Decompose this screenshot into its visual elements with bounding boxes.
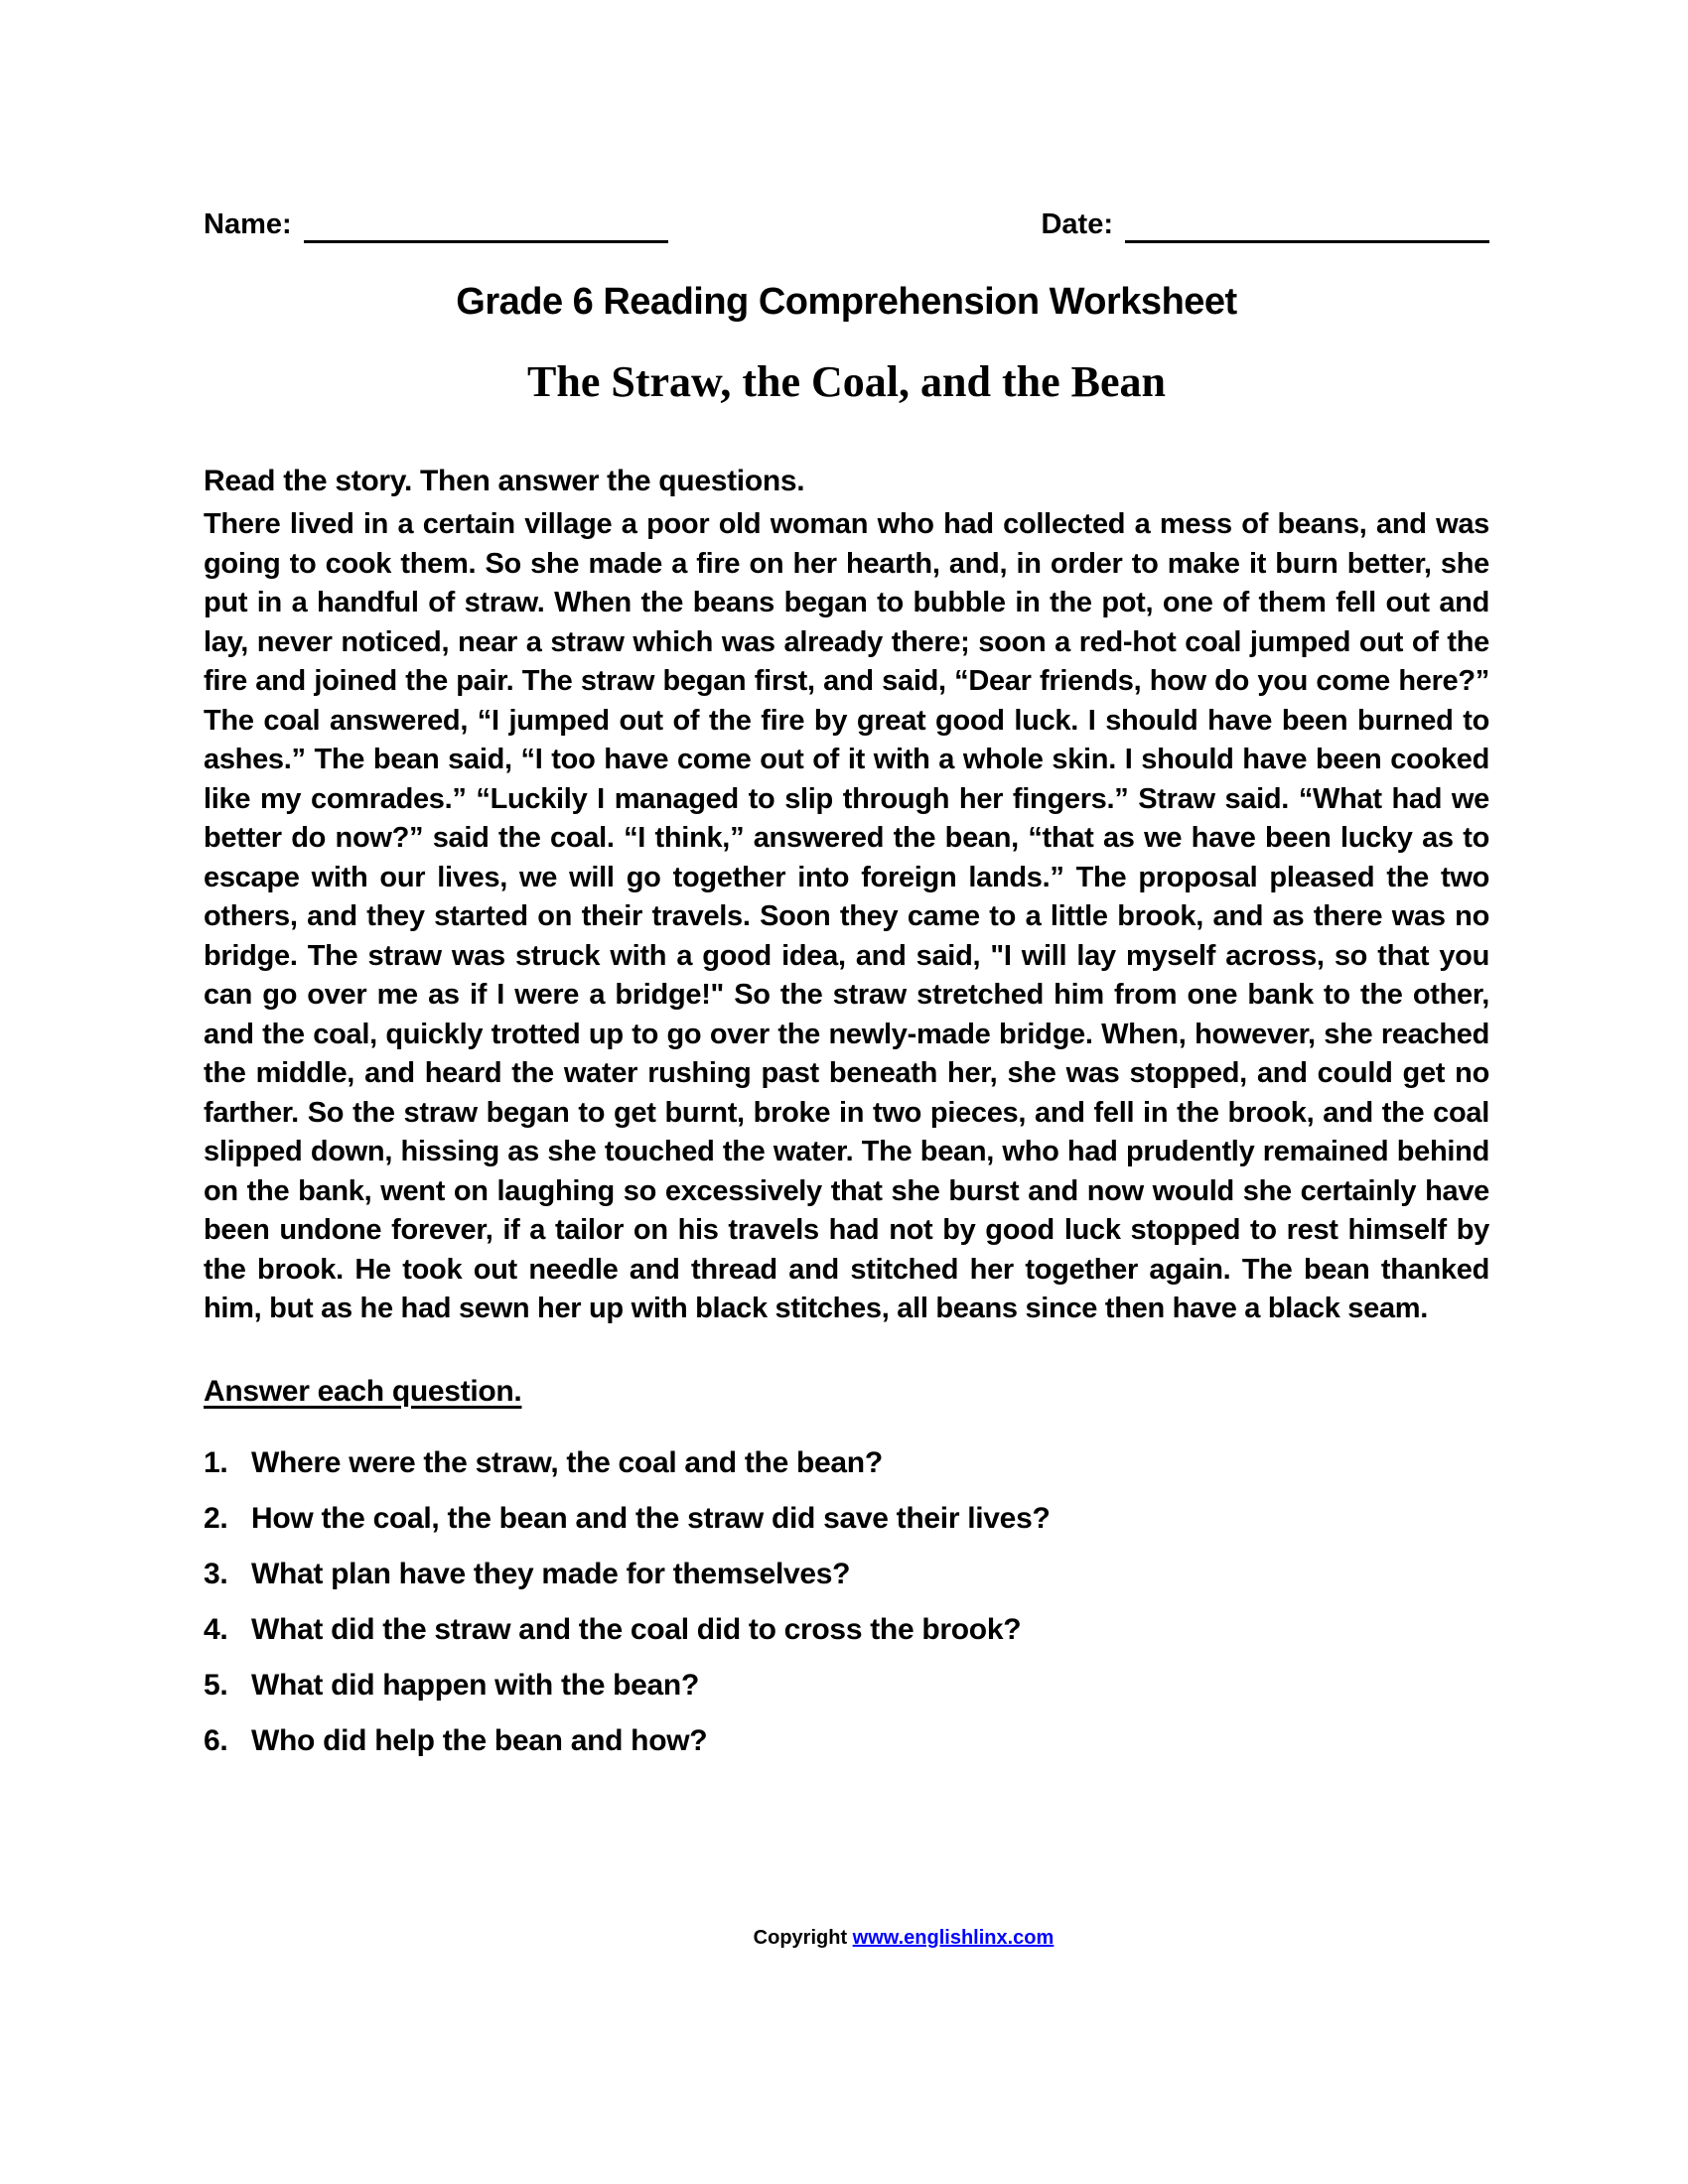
question-list [204,1445,1489,1757]
name-blank-line [304,206,668,243]
date-field [1041,206,1489,243]
question-item-4 [204,1612,1489,1646]
question-text: What plan have they made for themselves? [251,1557,851,1590]
question-number: 5. [204,1668,228,1702]
footer [0,1927,1688,1950]
question-number: 2. [204,1501,228,1535]
question-text: Where were the straw, the coal and the bean? [251,1445,883,1479]
question-text: What did the straw and the coal did to cross the brook? [251,1612,1022,1646]
question-text: What did happen with the bean? [251,1668,699,1702]
worksheet-title: Grade 6 Reading Comprehension Worksheet [456,281,1237,323]
copyright-label: Copyright [753,1927,853,1949]
question-text: Who did help the bean and how? [251,1723,708,1757]
story-text: There lived in a certain village a poor old woman who had collected a mess of beans, and was going to cook them. So she made a fire on her hearth, and, in order to make it burn better, she put in a handful of straw. When the beans began to bubble in the pot, one of them fell out and lay, never noticed, near a straw which was already there; soon a red-hot coal jumped out of the fire and joined the pair. The straw began first, and said, “Dear friends, how do you come here?” The coal answered, “I jumped out of the fire by great good luck. I should have been burned to ashes.” The bean said, “I too have come out of it with a whole skin. I should have been cooked like my comrades.” “Luckily I managed to slip through her fingers.” Straw said. “What had we better do now?” said the coal. “I think,” answered the bean, “that as we have been lucky as to escape with our lives, we will go together into foreign lands.” The proposal pleased the two others, and they started on their travels. Soon they came to a little brook, and as there was no bridge. The straw was struck with a good idea, and said, "I will lay myself across, so that you can go over me as if I were a bridge!" So the straw stretched him from one bank to the other, and the coal, quickly trotted up to go over the newly-made bridge. When, however, she reached the middle, and heard the water rushing past beneath her, she was stopped, and could get no farther. So the straw began to get burnt, broke in two pieces, and fell in the brook, and the coal slipped down, hissing as she touched the water. The bean, who had prudently remained behind on the bank, went on laughing so excessively that she burst and now would she certainly have been undone forever, if a tailor on his travels had not by good luck stopped to rest himself by the brook. He took out needle and thread and stitched her together again. The bean thanked him, but as he had sewn her up with black stitches, all beans since then have a black seam. [204,508,1489,1324]
date-blank-line [1125,206,1489,243]
question-item-3 [204,1557,1489,1590]
question-number: 1. [204,1445,228,1479]
question-item-2 [204,1501,1489,1535]
name-field [204,206,668,243]
question-item-6 [204,1723,1489,1757]
copyright-line [754,1927,1055,1949]
worksheet-content [204,202,1489,1782]
question-number: 6. [204,1723,228,1757]
read-instruction: Read the story. Then answer the questions. [204,465,805,497]
name-label: Name: [204,208,292,240]
copyright-link[interactable]: www.englishlinx.com [852,1927,1055,1949]
story-title: The Straw, the Coal, and the Bean [527,357,1166,406]
question-number: 3. [204,1557,228,1590]
date-label: Date: [1041,208,1113,240]
question-text: How the coal, the bean and the straw did save their lives? [251,1501,1051,1535]
question-item-5 [204,1668,1489,1702]
question-item-1 [204,1445,1489,1479]
answer-instruction: Answer each question. [204,1374,522,1408]
name-date-row [204,202,1489,243]
question-number: 4. [204,1612,228,1646]
